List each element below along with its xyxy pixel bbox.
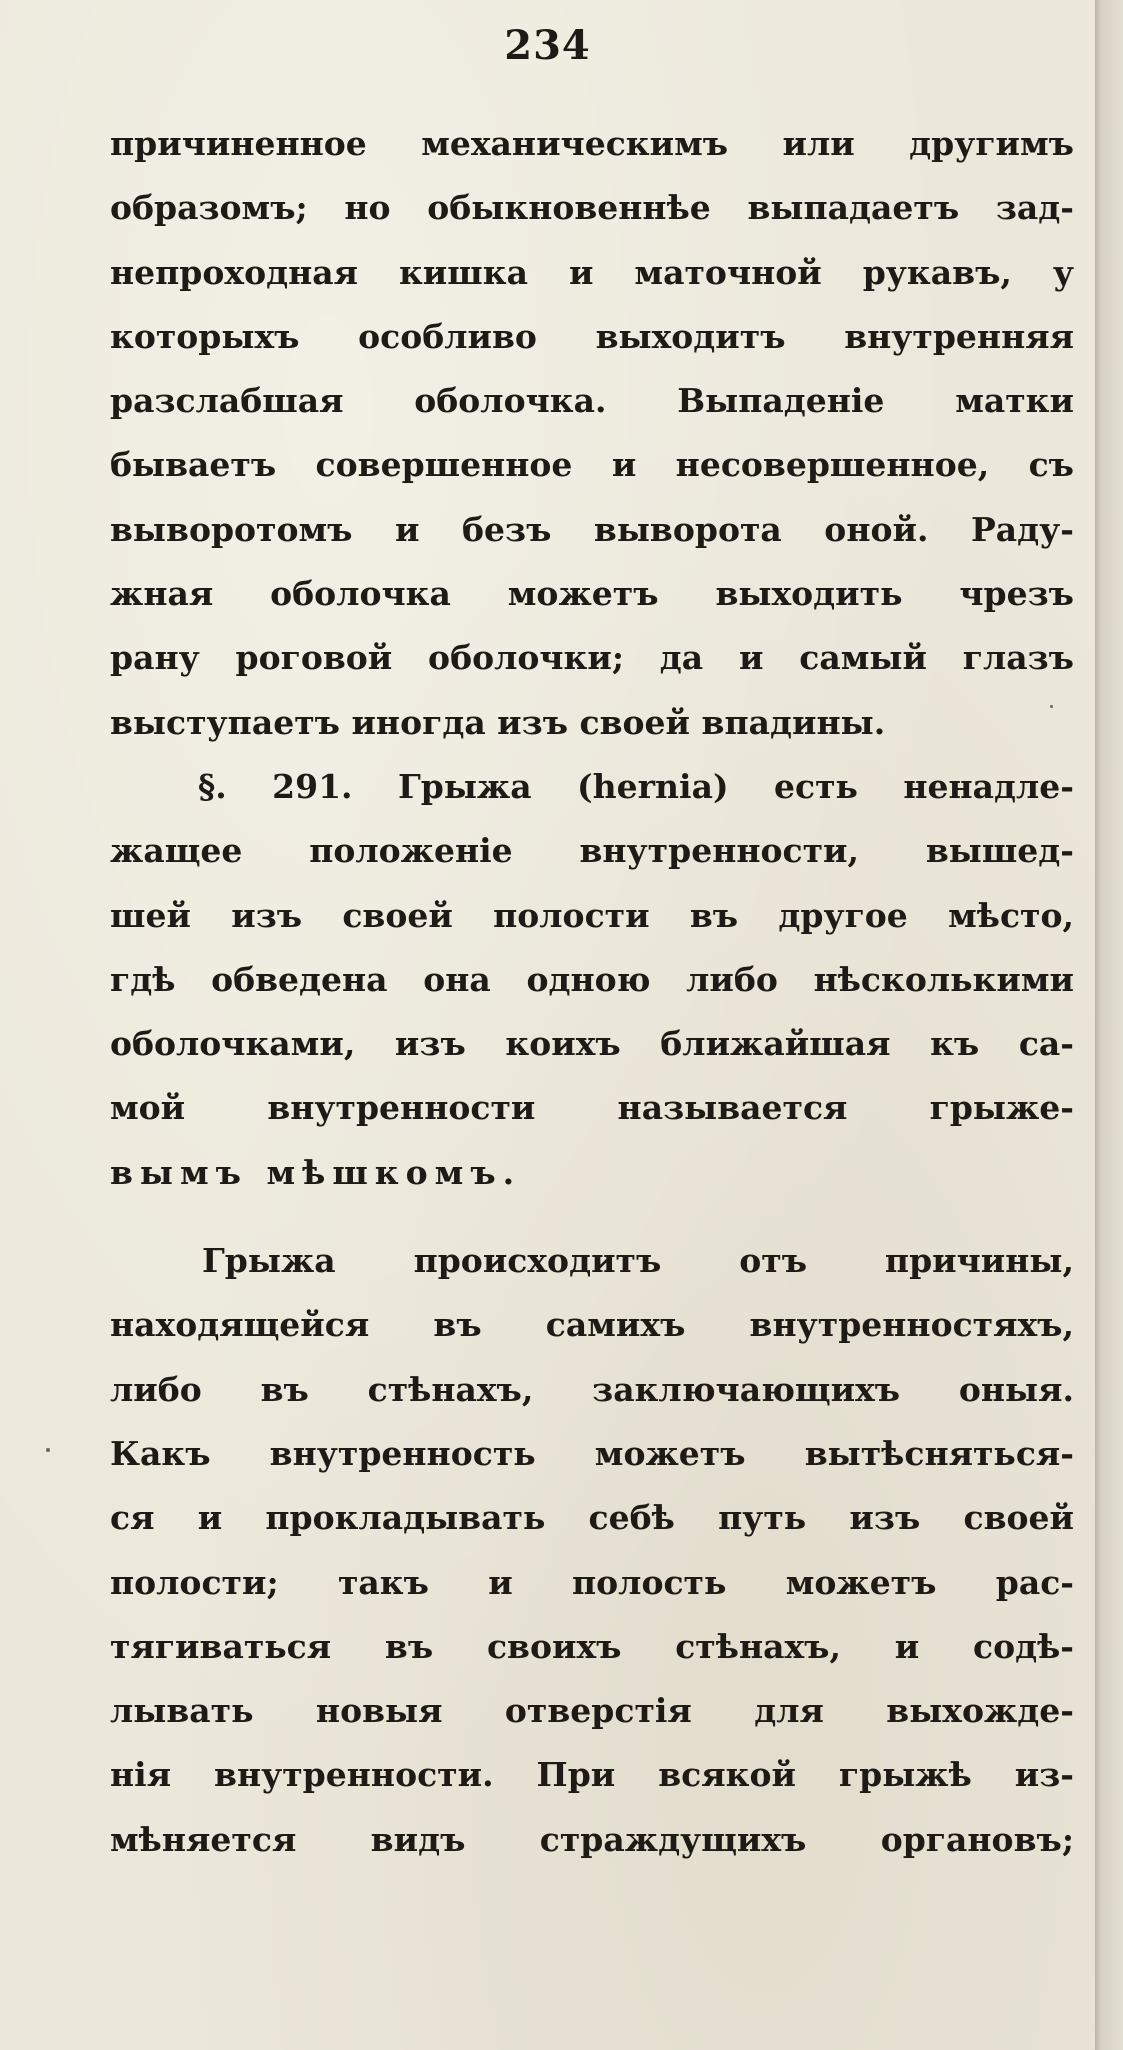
paragraph-gap bbox=[110, 1205, 1074, 1229]
paper-speck bbox=[46, 1448, 50, 1452]
text-line: гдѣ обведена она одною либо нѣсколькими bbox=[110, 959, 1074, 999]
text-line: выворотомъ и безъ выворота оной. Раду- bbox=[110, 509, 1074, 549]
text-line: находящейся въ самихъ внутренностяхъ, bbox=[110, 1305, 1074, 1345]
text-line: либо въ стѣнахъ, заключающихъ оныя. bbox=[110, 1369, 1074, 1409]
paragraph-start-line: §. 291. Грыжа (hernia) есть ненадле- bbox=[198, 766, 1074, 806]
text-line: лывать новыя отверстія для выхожде- bbox=[110, 1691, 1074, 1731]
text-line: Какъ внутренность можетъ вытѣсняться- bbox=[110, 1433, 1074, 1473]
text-line: нія внутренности. При всякой грыжѣ из- bbox=[110, 1755, 1074, 1795]
text-line: образомъ; но обыкновеннѣе выпадаетъ зад- bbox=[110, 188, 1074, 228]
text-line: непроходная кишка и маточной рукавъ, у bbox=[110, 252, 1074, 292]
text-line: выступаетъ иногда изъ своей впадины. bbox=[110, 702, 886, 742]
text-line: вымъ мѣшкомъ. bbox=[110, 1152, 522, 1192]
text-line: рану роговой оболочки; да и самый глазъ bbox=[110, 638, 1074, 678]
paper-speck bbox=[1050, 705, 1053, 708]
text-line: жащее положеніе внутренности, вышед- bbox=[110, 831, 1074, 871]
paragraph-start-line: Грыжа происходитъ отъ причины, bbox=[202, 1241, 1074, 1281]
text-line: жная оболочка можетъ выходить чрезъ bbox=[110, 574, 1074, 614]
text-line: оболочками, изъ коихъ ближайшая къ са- bbox=[110, 1024, 1074, 1064]
text-line: мой внутренности называется грыже- bbox=[110, 1088, 1074, 1128]
page-text bbox=[110, 112, 1074, 1872]
text-line: разслабшая оболочка. Выпаденіе матки bbox=[110, 381, 1074, 421]
page-number: 234 bbox=[504, 22, 591, 69]
text-line: причиненное механическимъ или другимъ bbox=[110, 124, 1074, 163]
page-edge-shadow bbox=[1095, 0, 1123, 2050]
text-line: тягиваться въ своихъ стѣнахъ, и содѣ- bbox=[110, 1626, 1074, 1666]
text-line: шей изъ своей полости въ другое мѣсто, bbox=[110, 895, 1074, 935]
text-line: ся и прокладывать себѣ путь изъ своей bbox=[110, 1498, 1074, 1538]
text-line: которыхъ особливо выходитъ внутренняя bbox=[110, 316, 1074, 356]
text-line: полости; такъ и полость можетъ рас- bbox=[110, 1562, 1074, 1602]
text-line: бываетъ совершенное и несовершенное, съ bbox=[110, 445, 1074, 485]
text-line: мѣняется видъ страждущихъ органовъ; bbox=[110, 1819, 1074, 1859]
